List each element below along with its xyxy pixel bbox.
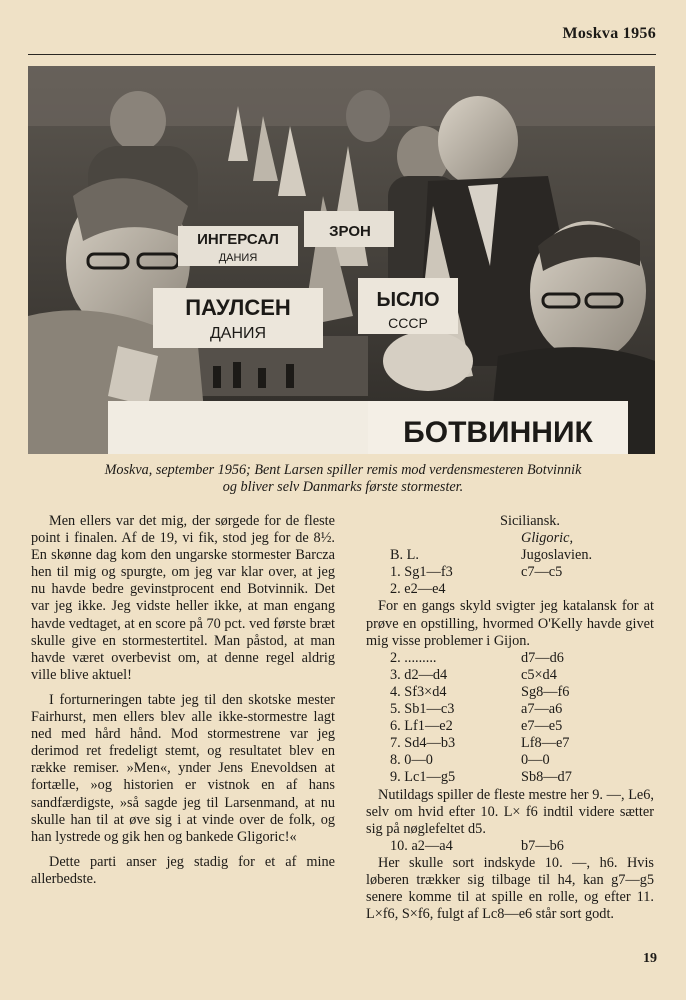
- black-move: [521, 581, 654, 598]
- move-row: [366, 684, 654, 701]
- black-move: 0—0: [521, 752, 550, 769]
- move-row: [366, 769, 654, 786]
- paragraph-3: Dette parti anser jeg stadig for et af mine allerbedste.: [31, 853, 335, 887]
- running-head: Moskva 1956: [562, 25, 656, 42]
- white-move: 5. Sb1—c3: [390, 701, 455, 718]
- sign-paulsen-country: ДАНИЯ: [209, 325, 267, 342]
- sign-paulsen: ПАУЛСЕН: [185, 295, 291, 320]
- chess-tournament-photo: [28, 66, 655, 454]
- move-row: [366, 718, 654, 735]
- sign-ingersol: ИНГЕРСАЛ: [197, 231, 279, 248]
- black-move: e7—e5: [521, 718, 563, 735]
- black-move: Sb8—d7: [521, 769, 572, 786]
- black-country: Jugoslavien.: [521, 547, 593, 564]
- sign-cut1: ЫСЛО: [376, 289, 440, 311]
- paragraph-1: Men ellers var det mig, der sørgede for de fleste point i finalen. Af de 19, vi fik, stod jeg for de 8½. En skønne dag kom den ungarske stormester Barcza hen til mig og spurgte, om jeg var klar over, at jeg nu havde bedre gevinstprocent end Botvinnik. Det var jeg ikke. Jeg vidste heller ikke, at man engang havde vedtaget, at en score på 70 pct. ved første bræt skulle give en stormestertitel. Man påstod, at man havde været overbevist om, at denne regel aldrig ville blive aktuel!: [31, 513, 335, 683]
- caption-line-1: Moskva, september 1956; Bent Larsen spiller remis mod verdensmesteren Botvinnik: [104, 462, 582, 478]
- left-column: [31, 513, 335, 896]
- sign-botvinnik: БОТВИННИК: [403, 416, 593, 449]
- paragraph-2: I forturneringen tabte jeg til den skotske mester Fairhurst, men ellers blev alle ikke-stormestre lagt ned med hård hånd. Mod stormestrene var jeg derimod ret fredeligt stemt, og resultatet blev en række remiser. »Men«, ynder Jens Enevoldsen at fortælle, »og historien er vistnok en af hans sandfærdigste, »så sagde jeg til Larsenmand, at nu skulle han til at øve sig i at vinde over de folk, og han lystrede og gik hen og bankede Gligoric!«: [31, 691, 335, 845]
- sign-ingersol-country: ДАНИЯ: [218, 252, 258, 264]
- annotation-3: Her skulle sort indskyde 10. —, h6. Hvis løberen trækker sig tilbage til h4, kan g7—g5 senere komme til at spille en rolle, og efter 11. L×f6, S×f6, fulgt af Lc8—e6 står sort godt.: [366, 854, 654, 923]
- white-move: 10. a2—a4: [390, 837, 453, 854]
- white-move: 1. Sg1—f3: [390, 564, 453, 581]
- caption-line-2: og bliver selv Danmarks første stormester.: [222, 479, 464, 495]
- player-row: [366, 547, 654, 564]
- moves-group-c: [366, 838, 654, 855]
- white-move: 9. Lc1—g5: [390, 769, 456, 786]
- black-move: Lf8—e7: [521, 735, 570, 752]
- black-move: Sg8—f6: [521, 683, 570, 700]
- white-move: 2. e2—e4: [390, 581, 446, 598]
- move-row: [366, 735, 654, 752]
- sign-cut3: ЗРОН: [329, 223, 371, 240]
- white-move: 6. Lf1—e2: [390, 718, 453, 735]
- move-row: [366, 838, 654, 855]
- page-header: [28, 22, 656, 55]
- black-move: d7—d6: [521, 649, 564, 666]
- black-move: b7—b6: [521, 837, 564, 854]
- black-move: c5×d4: [521, 666, 557, 683]
- white-move: 2. .........: [390, 649, 437, 666]
- move-row: [366, 581, 654, 598]
- page-number: 19: [643, 951, 657, 966]
- black-player: Gligoric,: [521, 530, 574, 547]
- opening-title: Siciliansk.: [500, 513, 560, 529]
- annotation-2: Nutildags spiller de fleste mestre her 9. —, Le6, selv om hvid efter 10. L× f6 indtil videre sætter sig på nøglefeltet d5.: [366, 786, 654, 837]
- white-move: 7. Sd4—b3: [390, 735, 456, 752]
- white-move: 3. d2—d4: [390, 666, 448, 683]
- move-row: [366, 667, 654, 684]
- photo-caption: [30, 462, 656, 496]
- sign-cut2: СССР: [388, 315, 428, 331]
- black-move: c7—c5: [521, 564, 563, 581]
- white-player: B. L.: [390, 547, 419, 564]
- move-row: [366, 564, 654, 581]
- annotation-1: For en gangs skyld svigter jeg katalansk for at prøve en opstilling, hvormed O'Kelly havde givet mig visse problemer i Gijon.: [366, 598, 654, 649]
- white-move: 8. 0—0: [390, 752, 433, 769]
- move-row: [366, 701, 654, 718]
- move-row: [366, 650, 654, 667]
- white-move: 4. Sf3×d4: [390, 683, 447, 700]
- moves-group-b: [366, 650, 654, 787]
- black-move: a7—a6: [521, 701, 563, 718]
- right-column: [366, 513, 654, 923]
- moves-group-a: [366, 564, 654, 598]
- move-row: [366, 752, 654, 769]
